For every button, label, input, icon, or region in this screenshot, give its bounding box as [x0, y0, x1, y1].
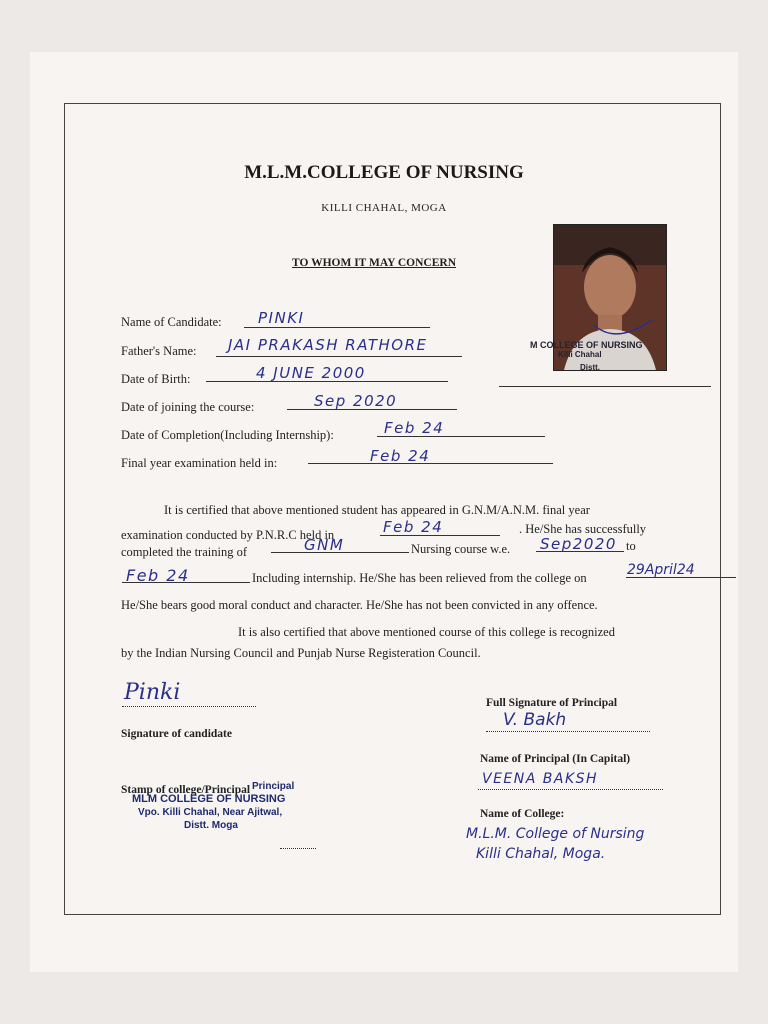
course-to-line	[122, 582, 250, 583]
body-line-3c: to	[626, 539, 636, 553]
stamp-label: Stamp of college/Principal	[121, 784, 251, 796]
dob-label: Date of Birth:	[121, 372, 191, 386]
exam-held-value: Feb 24	[383, 518, 444, 536]
principal-name-value: VEENA BAKSH	[482, 771, 599, 787]
body-line-3a: completed the training of	[121, 545, 248, 559]
college-name-line-1: M.L.M. College of Nursing	[466, 826, 645, 842]
body-line-2a: examination conducted by P.N.R.C held in	[121, 528, 335, 542]
photo-stamp: M COLLEGE OF NURSING Killi Chahal Distt.	[530, 340, 643, 372]
father-name-label: Father's Name:	[121, 344, 197, 358]
college-title: M.L.M.COLLEGE OF NURSING	[244, 162, 524, 183]
salutation-heading: TO WHOM IT MAY CONCERN	[292, 257, 457, 269]
completion-line	[377, 436, 545, 437]
college-location: KILLI CHAHAL, MOGA	[321, 202, 447, 214]
dob-line	[206, 381, 448, 382]
father-name-line	[216, 356, 462, 357]
principal-signature-label: Full Signature of Principal	[486, 697, 618, 709]
principal-signature-line	[486, 731, 650, 732]
principal-name-label: Name of Principal (In Capital)	[480, 753, 631, 765]
recognition-line-1: It is also certified that above mentioned course of this college is recognized	[238, 625, 615, 639]
college-name-line-2: Killi Chahal, Moga.	[476, 846, 606, 862]
exam-label: Final year examination held in:	[121, 456, 278, 470]
body-line-2b: . He/She has successfully	[519, 522, 647, 536]
stamp-line	[280, 848, 316, 849]
candidate-signature-label: Signature of candidate	[121, 728, 232, 740]
relieved-date-value: 29April24	[627, 562, 695, 578]
principal-signature: V. Bakh	[503, 710, 567, 730]
father-name-value: JAI PRAKASH RATHORE	[228, 336, 428, 354]
exam-held-line	[380, 535, 500, 536]
joining-value: Sep 2020	[314, 392, 398, 410]
candidate-signature-line	[122, 706, 256, 707]
course-to-value: Feb 24	[126, 566, 190, 585]
course-from-line	[536, 551, 624, 552]
candidate-signature: Pinki	[124, 680, 181, 705]
candidate-name-value: PINKI	[258, 309, 305, 327]
recognition-line-2: by the Indian Nursing Council and Punjab Nurse Registeration Council.	[121, 646, 481, 660]
body-line-4a: Including internship. He/She has been relieved from the college on	[252, 571, 587, 585]
body-line-1: It is certified that above mentioned student has appeared in G.N.M/A.N.M. final year	[164, 503, 590, 517]
principal-name-line	[478, 789, 663, 790]
course-line	[271, 552, 409, 553]
completion-label: Date of Completion(Including Internship):	[121, 428, 334, 442]
joining-line	[287, 409, 457, 410]
course-value: GNM	[304, 536, 345, 554]
completion-value: Feb 24	[384, 419, 445, 437]
conduct-statement: He/She bears good moral conduct and character. He/She has not been convicted in any offence.	[121, 598, 598, 612]
candidate-name-line	[244, 327, 430, 328]
exam-value: Feb 24	[370, 447, 431, 465]
candidate-name-label: Name of Candidate:	[121, 315, 222, 329]
relieved-date-line	[626, 577, 736, 578]
dob-value: 4 JUNE 2000	[256, 364, 366, 382]
exam-line	[308, 463, 553, 464]
body-line-3b: Nursing course w.e.	[411, 542, 511, 556]
course-from-value: Sep2020	[540, 535, 617, 553]
photo-stamp-line	[499, 386, 711, 387]
joining-label: Date of joining the course:	[121, 400, 255, 414]
college-stamp: Principal MLM COLLEGE OF NURSING Vpo. Killi Chahal, Near Ajitwal, Distt. Moga	[132, 781, 295, 831]
college-name-label: Name of College:	[480, 808, 565, 820]
